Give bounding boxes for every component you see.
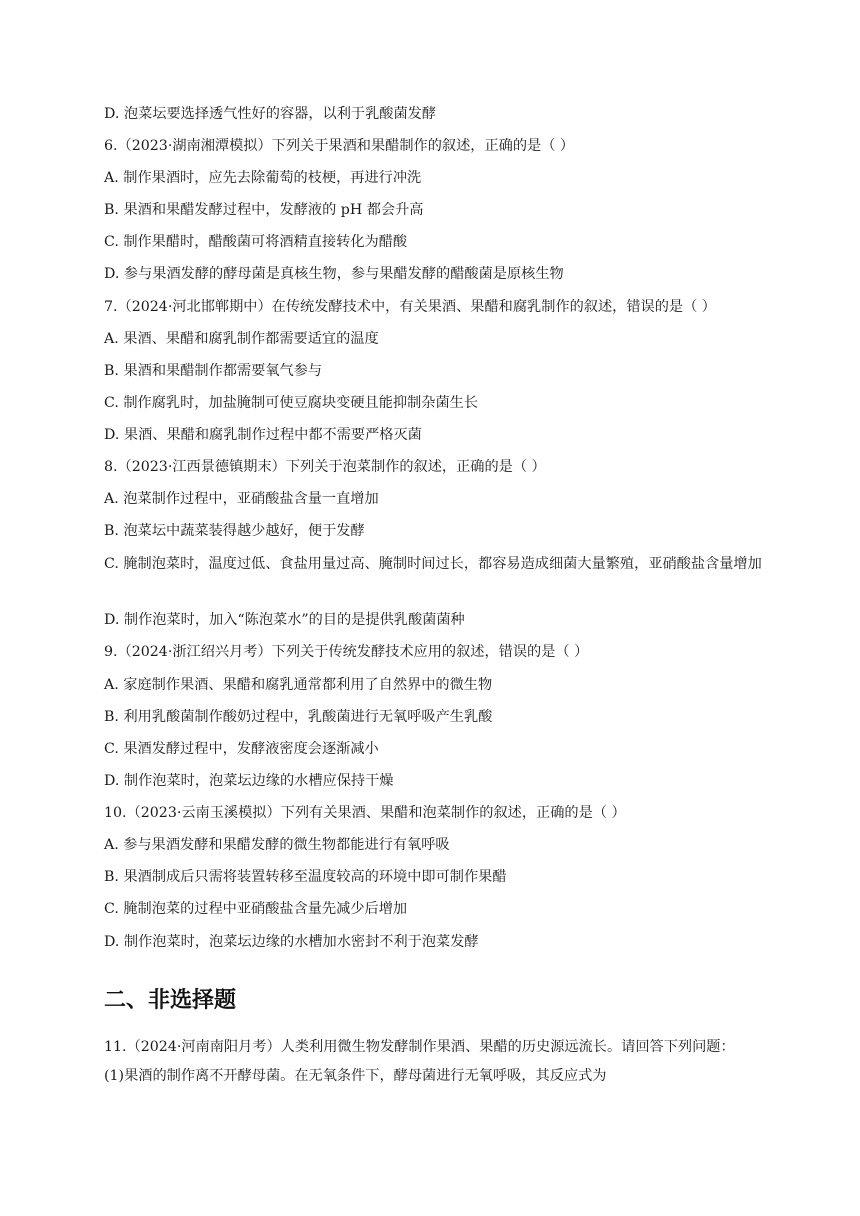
option-9d: D. 制作泡菜时，泡菜坛边缘的水槽应保持干燥 <box>104 773 394 789</box>
option-10d: D. 制作泡菜时，泡菜坛边缘的水槽加水密封不利于泡菜发酵 <box>104 934 479 950</box>
option-9c: C. 果酒发酵过程中，发酵液密度会逐渐减小 <box>104 741 379 757</box>
option-8c: C. 腌制泡菜时，温度过低、食盐用量过高、腌制时间过长，都容易造成细菌大量繁殖，亚硝酸盐含量增加 <box>104 556 762 572</box>
question-8: 8.（2023·江西景德镇期末）下列关于泡菜制作的叙述，正确的是（ ） <box>104 459 546 475</box>
section-heading: 二、非选择题 <box>104 988 237 1013</box>
option-7b: B. 果酒和果醋制作都需要氧气参与 <box>104 363 323 379</box>
question-11: 11.（2024·河南南阳月考）人类利用微生物发酵制作果酒、果醋的历史源远流长。请回答下列问题： <box>104 1039 735 1055</box>
option-5d: D. 泡菜坛要选择透气性好的容器，以利于乳酸菌发酵 <box>104 106 437 122</box>
option-10b: B. 果酒制成后只需将装置转移至温度较高的环境中即可制作果醋 <box>104 869 507 885</box>
option-10a: A. 参与果酒发酵和果醋发酵的微生物都能进行有氧呼吸 <box>104 837 450 853</box>
option-10c: C. 腌制泡菜的过程中亚硝酸盐含量先减少后增加 <box>104 901 408 917</box>
question-11-part-1: (1)果酒的制作离不开酵母菌。在无氧条件下，酵母菌进行无氧呼吸，其反应式为 <box>104 1068 607 1084</box>
option-7a: A. 果酒、果醋和腐乳制作都需要适宜的温度 <box>104 331 379 347</box>
option-6b: B. 果酒和果醋发酵过程中，发酵液的 pH 都会升高 <box>104 202 424 218</box>
question-9: 9.（2024·浙江绍兴月考）下列关于传统发酵技术应用的叙述，错误的是（ ） <box>104 644 589 660</box>
option-9b: B. 利用乳酸菌制作酸奶过程中，乳酸菌进行无氧呼吸产生乳酸 <box>104 709 493 725</box>
option-6d: D. 参与果酒发酵的酵母菌是真核生物，参与果醋发酵的醋酸菌是原核生物 <box>104 266 564 282</box>
option-8b: B. 泡菜坛中蔬菜装得越少越好，便于发酵 <box>104 523 365 539</box>
option-6c: C. 制作果醋时，醋酸菌可将酒精直接转化为醋酸 <box>104 234 408 250</box>
option-7c: C. 制作腐乳时，加盐腌制可使豆腐块变硬且能抑制杂菌生长 <box>104 395 479 411</box>
question-7: 7.（2024·河北邯郸期中）在传统发酵技术中，有关果酒、果醋和腐乳制作的叙述，错误的是（ ） <box>104 299 716 315</box>
option-8a: A. 泡菜制作过程中，亚硝酸盐含量一直增加 <box>104 491 379 507</box>
option-6a: A. 制作果酒时，应先去除葡萄的枝梗，再进行冲洗 <box>104 170 422 186</box>
question-6: 6.（2023·湖南湘潭模拟）下列关于果酒和果醋制作的叙述，正确的是（ ） <box>104 138 575 154</box>
option-8d: D. 制作泡菜时，加入“陈泡菜水”的目的是提供乳酸菌菌种 <box>104 612 465 628</box>
option-9a: A. 家庭制作果酒、果醋和腐乳通常都利用了自然界中的微生物 <box>104 677 493 693</box>
question-10: 10.（2023·云南玉溪模拟）下列有关果酒、果醋和泡菜制作的叙述，正确的是（ ） <box>104 805 626 821</box>
option-7d: D. 果酒、果醋和腐乳制作过程中都不需要严格灭菌 <box>104 427 422 443</box>
